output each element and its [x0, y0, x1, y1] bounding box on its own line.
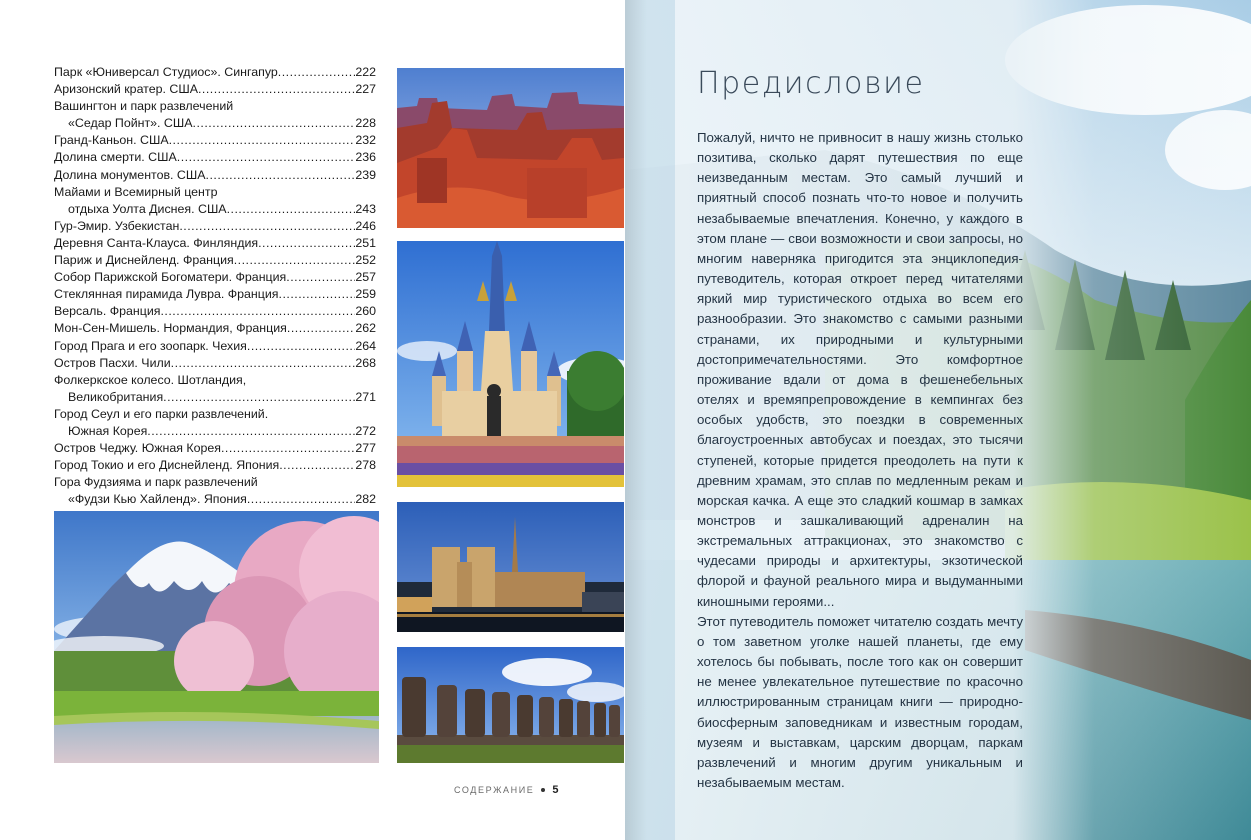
toc-entry-page: 222	[355, 65, 376, 79]
toc-entry-title: Парк «Юниверсал Студиос». Сингапур	[54, 65, 278, 79]
toc-leader-dots	[147, 423, 355, 440]
toc-entry	[54, 491, 376, 508]
toc-entry	[54, 440, 376, 457]
toc-entry-page: 262	[355, 321, 376, 336]
toc-entry	[54, 167, 376, 184]
toc-entry-page: 232	[355, 133, 376, 148]
toc-entry	[54, 98, 376, 115]
toc-leader-dots	[221, 440, 355, 457]
toc-entry	[54, 64, 376, 81]
preface-text	[697, 128, 1023, 793]
toc-leader-dots	[160, 303, 355, 320]
toc-entry	[54, 149, 376, 166]
toc-entry-title: отдыха Уолта Диснея. США	[68, 201, 227, 216]
toc-entry-title: Собор Парижской Богоматери. Франция	[54, 270, 287, 285]
toc-entry-title: Город Токио и его Диснейленд. Япония	[54, 458, 280, 473]
toc-leader-dots	[279, 457, 355, 474]
photo-moai-easter-island	[397, 647, 624, 763]
toc-leader-dots	[169, 132, 356, 149]
toc-entry-page: 227	[355, 82, 376, 97]
toc-leader-dots	[258, 235, 355, 252]
toc-entry-title: Город Прага и его зоопарк. Чехия	[54, 338, 247, 353]
table-of-contents	[54, 64, 376, 508]
toc-entry-title: Гранд-Каньон. США	[54, 133, 169, 148]
photo-mount-fuji	[54, 511, 379, 763]
toc-entry-page: 272	[355, 423, 376, 438]
toc-entry-title: Долина монументов. США	[54, 167, 206, 182]
toc-entry-title: Деревня Санта-Клауса. Финляндия	[54, 235, 259, 250]
toc-entry-title: Остров Пасхи. Чили	[54, 355, 171, 370]
toc-entry-page: 252	[355, 253, 376, 268]
toc-leader-dots	[286, 269, 355, 286]
toc-entry-title: Фолкеркское колесо. Шотландия,	[54, 372, 247, 387]
toc-entry-title: Остров Чеджу. Южная Корея	[54, 441, 221, 456]
toc-entry-title: «Седар Пойнт». США	[68, 116, 193, 131]
toc-entry-title: Мон-Сен-Мишель. Нормандия, Франция	[54, 321, 287, 336]
toc-leader-dots	[177, 149, 356, 166]
contents-page	[0, 0, 625, 840]
toc-entry	[54, 286, 376, 303]
toc-entry-title: Долина смерти. США	[54, 150, 177, 165]
toc-leader-dots	[247, 338, 355, 355]
toc-entry-page: 277	[355, 441, 376, 456]
toc-entry-title: Великобритания	[68, 389, 164, 404]
preface-paragraph: Пожалуй, ничто не привносит в нашу жизнь столько позитива, сколько дарят путешествия по еще неизведанным местам. Это самый лучший и приятный способ познать что-то новое и получить незабываемые впечатления. Конечно, у каждого в этом плане — свои возможности и свои запросы, но многим наверняка пригодится эта энциклопедия-путеводитель, которая откроет перед читателями яркий мир туристического отдыха во всем его разнообразии. Это знакомство с самыми разными странами, их природными и культурными достопримечательностями. Это комфортное проживание вдали от дома в фешенебельных отелях и времяпрепровождение в кемпингах без особых удобств, это поездки в современных благоустроенных автобусах и поездах, это тысячи ступеней, которые придется преодолеть на пути к древним храмам, это сплав по медленным рекам и морская качка. А еще это сладкий кошмар в замках монстров и зашкаливающий адреналин на экстремальных аттракционах, это знакомство с чудесами природы и архитектуры, экзотической флорой и фауной реального мира и выдуманными киношными героями...	[697, 130, 1023, 609]
toc-leader-dots	[287, 320, 355, 337]
toc-entry	[54, 355, 376, 372]
toc-entry-page: 264	[355, 338, 376, 353]
toc-leader-dots	[227, 201, 356, 218]
toc-leader-dots	[206, 167, 356, 184]
toc-entry	[54, 235, 376, 252]
toc-leader-dots	[247, 491, 355, 508]
toc-leader-dots	[179, 218, 355, 235]
toc-entry	[54, 218, 376, 235]
toc-entry	[54, 252, 376, 269]
toc-entry	[54, 474, 376, 491]
toc-entry-title: Гур-Эмир. Узбекистан	[54, 218, 180, 233]
toc-entry	[54, 372, 376, 389]
toc-entry-page: 271	[355, 389, 376, 404]
toc-entry	[54, 115, 376, 132]
photo-notre-dame	[397, 502, 624, 632]
toc-leader-dots	[278, 64, 356, 81]
footer-section-label: СОДЕРЖАНИЕ	[454, 785, 535, 795]
toc-entry	[54, 389, 376, 406]
toc-leader-dots	[163, 389, 355, 406]
toc-entry-page: 259	[355, 287, 376, 302]
toc-leader-dots	[279, 286, 356, 303]
toc-entry-title: Майами и Всемирный центр	[54, 184, 218, 199]
page-footer	[454, 784, 559, 796]
toc-entry	[54, 303, 376, 320]
toc-entry	[54, 320, 376, 337]
toc-entry-title: Южная Корея	[68, 423, 148, 438]
toc-leader-dots	[234, 252, 356, 269]
toc-entry-title: Вашингтон и парк развлечений	[54, 99, 234, 114]
toc-entry-page: 257	[355, 270, 376, 285]
toc-entry	[54, 269, 376, 286]
toc-entry-page: 251	[355, 235, 376, 250]
toc-entry	[54, 457, 376, 474]
toc-entry	[54, 423, 376, 440]
toc-entry	[54, 406, 376, 423]
toc-leader-dots	[171, 355, 356, 372]
toc-entry-page: 236	[355, 150, 376, 165]
toc-entry-page: 228	[355, 116, 376, 131]
toc-entry-title: Париж и Диснейленд. Франция	[54, 253, 234, 268]
toc-entry-page: 243	[355, 201, 376, 216]
toc-entry-title: Город Сеул и его парки развлечений.	[54, 406, 269, 421]
toc-entry-title: Стеклянная пирамида Лувра. Франция	[54, 287, 279, 302]
toc-entry-page: 282	[355, 492, 376, 507]
toc-entry-page: 260	[355, 304, 376, 319]
toc-leader-dots	[193, 115, 356, 132]
photo-monument-valley	[397, 68, 624, 228]
toc-entry-page: 268	[355, 355, 376, 370]
gutter-shadow	[625, 0, 647, 840]
toc-leader-dots	[198, 81, 355, 98]
toc-entry-page: 246	[355, 218, 376, 233]
toc-entry-title: Гора Фудзияма и парк развлечений	[54, 475, 258, 490]
toc-entry	[54, 184, 376, 201]
toc-entry-page: 278	[355, 458, 376, 473]
toc-entry-title: Версаль. Франция	[54, 304, 161, 319]
toc-entry-page: 239	[355, 167, 376, 182]
footer-bullet	[541, 788, 545, 792]
photo-disney-castle	[397, 241, 624, 487]
toc-entry-title: Аризонский кратер. США	[54, 82, 198, 97]
page-number: 5	[552, 784, 559, 796]
toc-entry	[54, 132, 376, 149]
preface-paragraph: Этот путеводитель поможет читателю создать мечту о том заветном уголке нашей планеты, где ему хотелось бы побывать, после того как он совершит не менее увлекательное путешествие по красочно иллюстрированным страницам книги — природно-биосферным заповедникам и известным городам, музеям и выставкам, царским дворцам, паркам развлечений и многим другим уникальным и незабываемым местам.	[697, 613, 1023, 790]
toc-entry-title: «Фудзи Кью Хайленд». Япония	[68, 492, 247, 507]
preface-title: Предисловие	[697, 66, 925, 101]
toc-entry	[54, 81, 376, 98]
toc-entry	[54, 201, 376, 218]
toc-entry	[54, 338, 376, 355]
